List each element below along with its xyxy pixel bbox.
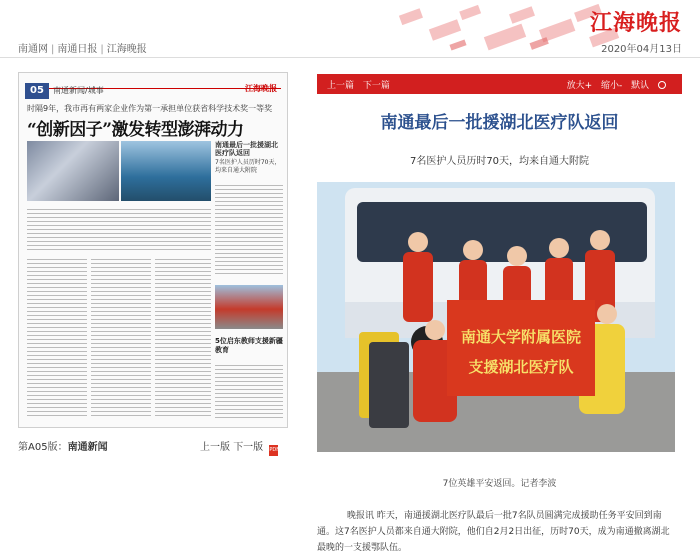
article-title: 南通最后一批援湖北医疗队返回 [380, 113, 619, 133]
thumb-side-headline: 南通最后一批援湖北医疗队返回 [215, 141, 278, 157]
thumb-box-headline[interactable]: 5位启东教师支援新疆教育 [215, 337, 283, 354]
thumb-photo-factory[interactable] [27, 141, 119, 201]
nav-separator: | [100, 44, 104, 55]
thumb-text-column [215, 365, 283, 419]
prev-page-link[interactable]: 上一版 [200, 442, 230, 453]
thumb-kicker[interactable]: 时隔9年，我市再有两家企业作为第一承担单位获省科学技术奖一等奖 [27, 104, 273, 113]
photo-caption: 7位英雄平安返回。记者李波 [442, 479, 557, 489]
page-nav [200, 438, 278, 456]
page-footer-label [18, 438, 108, 453]
speaker-icon[interactable] [658, 81, 666, 89]
next-article-link[interactable]: 下一篇 [362, 81, 390, 91]
thumb-text-column [215, 185, 283, 277]
page-section-label: 南通新闻/城事 [53, 86, 104, 95]
banner-text-line1: 南通大学附属医院 [460, 328, 582, 346]
thumb-side-sub: 7名医护人员历时70天，均来自通大附院 [215, 159, 281, 174]
nav-link-jianghai-evening[interactable]: 江海晚报 [106, 44, 147, 55]
thumb-photo-medical-team[interactable] [215, 285, 283, 329]
issue-date: 2020年04月13日 [601, 44, 682, 55]
article-body: 晚报讯 昨天，南通援湖北医疗队最后一批7名队员圆满完成援助任务平安回到南通。这7名医护人员都来自通大附院，他们自2月2日出征，历时70天，成为南通撤离湖北最晚的一支援鄂队伍。 [317, 511, 670, 553]
next-page-link[interactable]: 下一版 [233, 442, 264, 453]
site-logo: 江海晚报 [589, 10, 682, 36]
newspaper-page-thumbnail[interactable] [18, 72, 288, 428]
thumb-photo-crane[interactable] [121, 141, 211, 201]
article-subtitle: 7名医护人员历时70天，均来自通大附院 [409, 156, 590, 167]
zoom-in-button[interactable]: 放大+ [566, 81, 593, 91]
article-photo[interactable] [317, 182, 675, 452]
prev-article-link[interactable]: 上一篇 [327, 81, 355, 91]
thumb-headline[interactable]: “创新因子”激发转型澎湃动力 [27, 120, 244, 140]
zoom-out-button[interactable]: 缩小- [600, 81, 623, 91]
thumb-side-story[interactable] [215, 141, 283, 175]
page-logo: 江海晚报 [245, 84, 277, 93]
article-nav [327, 78, 396, 91]
thumb-text-column [91, 259, 151, 419]
thumb-text-column [155, 259, 211, 419]
page-number-badge: 05 [25, 83, 49, 99]
photo-illustration [317, 182, 675, 452]
page-footer-section[interactable]: 南通新闻 [67, 442, 108, 453]
header-divider [0, 57, 700, 58]
pdf-icon[interactable]: PDF [269, 445, 278, 456]
thumb-text-column [27, 259, 87, 419]
nav-link-nantong-net[interactable]: 南通网 [18, 44, 48, 55]
banner-text-line2: 支援湖北医疗队 [468, 358, 574, 376]
top-nav [18, 40, 147, 55]
nav-link-nantong-daily[interactable]: 南通日报 [57, 44, 98, 55]
article-toolbar [317, 74, 682, 94]
nav-separator: | [51, 44, 55, 55]
default-size-button[interactable]: 默认 [631, 81, 650, 91]
page-footer-number: 第A05版： [18, 442, 68, 453]
masthead [0, 0, 700, 58]
article-view-controls [567, 78, 672, 91]
thumb-text-column [27, 209, 211, 253]
